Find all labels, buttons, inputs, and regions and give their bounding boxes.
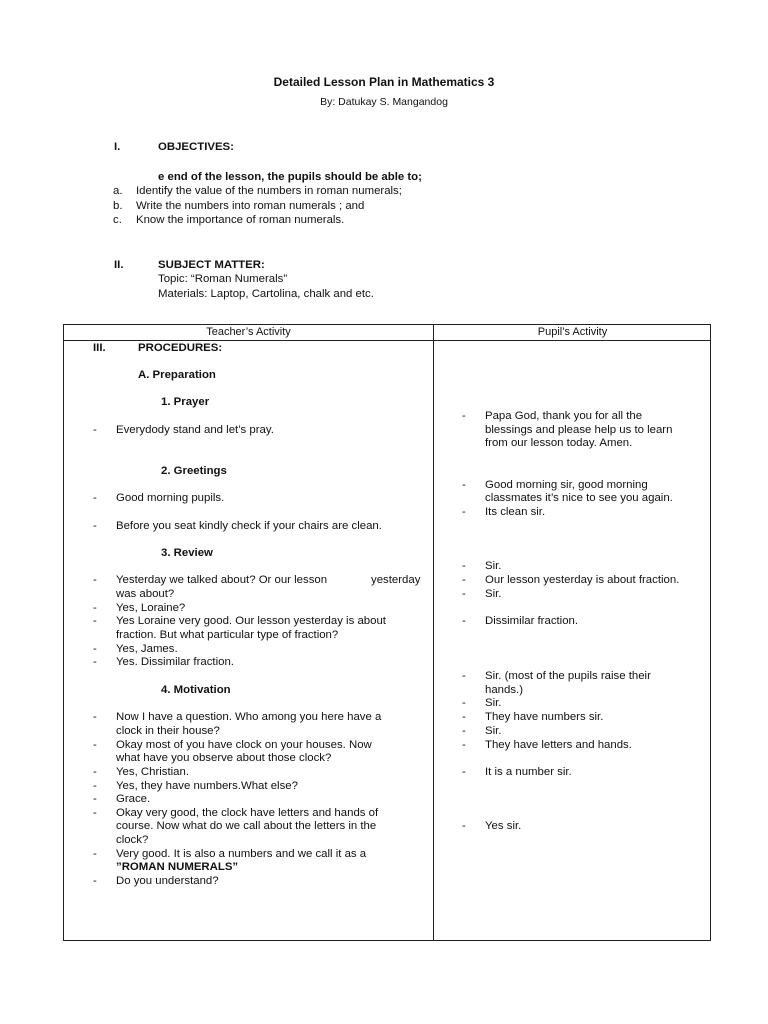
document-byline: By: Datukay S. Mangandog <box>320 96 448 108</box>
teacher-line: Very good. It is also a numbers and we call it as a <box>116 848 367 860</box>
teacher-activity-header: Teacher’s Activity <box>206 326 291 338</box>
objective-label-c: c. <box>113 214 122 226</box>
pupil-line: Yes sir. <box>485 820 522 832</box>
subject-matter-heading: SUBJECT MATTER: <box>158 259 265 271</box>
teacher-dash: - <box>93 656 97 668</box>
pupil-line: from our lesson today. Amen. <box>485 437 633 449</box>
objective-item-b: Write the numbers into roman numerals ; and <box>136 200 365 212</box>
pupil-line: They have letters and hands. <box>485 739 632 751</box>
motivation-heading: 4. Motivation <box>161 684 231 696</box>
pupil-line: It is a number sir. <box>485 766 572 778</box>
pupil-line: Sir. <box>485 560 502 572</box>
teacher-line: Everydody stand and let’s pray. <box>116 424 274 436</box>
greetings-heading: 2. Greetings <box>161 465 227 477</box>
subject-materials: Materials: Laptop, Cartolina, chalk and etc. <box>158 288 374 300</box>
document-title: Detailed Lesson Plan in Mathematics 3 <box>273 75 495 89</box>
pupil-dash: - <box>462 725 466 737</box>
pupil-dash: - <box>462 588 466 600</box>
teacher-dash: - <box>93 602 97 614</box>
review-heading: 3. Review <box>161 547 213 559</box>
subject-matter-number: II. <box>114 259 124 271</box>
teacher-dash: - <box>93 615 97 627</box>
teacher-line: Yes Loraine very good. Our lesson yesterday is about <box>116 615 386 627</box>
pupil-line: classmates it’s nice to see you again. <box>485 492 673 504</box>
teacher-line: Okay most of you have clock on your houses. Now <box>116 739 372 751</box>
teacher-line: Yesterday we talked about? Or our lesson <box>116 574 328 586</box>
procedures-heading: PROCEDURES: <box>138 342 223 354</box>
objective-label-a: a. <box>113 185 123 197</box>
pupil-line: Our lesson yesterday is about fraction. <box>485 574 680 586</box>
teacher-dash: - <box>93 807 97 819</box>
pupil-dash: - <box>462 574 466 586</box>
objectives-heading: OBJECTIVES: <box>158 141 234 153</box>
teacher-line: clock in their house? <box>116 725 220 737</box>
subject-topic: Topic: “Roman Numerals” <box>158 273 288 285</box>
teacher-line: Now I have a question. Who among you here have a <box>116 711 382 723</box>
teacher-dash: - <box>93 574 97 586</box>
objective-item-c: Know the importance of roman numerals. <box>136 214 345 226</box>
teacher-line: was about? <box>116 588 175 600</box>
pupil-activity-header: Pupil’s Activity <box>537 326 608 338</box>
teacher-dash: - <box>93 643 97 655</box>
pupil-line: They have numbers sir. <box>485 711 604 723</box>
table-column-divider <box>433 325 434 940</box>
teacher-line: Yes, Christian. <box>116 766 190 778</box>
pupil-line: hands.) <box>485 684 523 696</box>
pupil-dash: - <box>462 615 466 627</box>
teacher-line: Yes. Dissimilar fraction. <box>116 656 234 668</box>
teacher-dash: - <box>93 492 97 504</box>
teacher-line: Good morning pupils. <box>116 492 225 504</box>
teacher-dash: - <box>93 424 97 436</box>
teacher-dash: - <box>93 848 97 860</box>
table-header-divider <box>64 340 710 341</box>
teacher-dash: - <box>93 520 97 532</box>
teacher-dash: - <box>93 739 97 751</box>
pupil-dash: - <box>462 711 466 723</box>
teacher-line: Yes, James. <box>116 643 178 655</box>
pupil-dash: - <box>462 479 466 491</box>
objectives-intro: e end of the lesson, the pupils should be able to; <box>158 171 422 183</box>
teacher-line: clock? <box>116 834 149 846</box>
objective-label-b: b. <box>113 200 123 212</box>
objective-item-a: Identify the value of the numbers in roman numerals; <box>136 185 402 197</box>
pupil-line: Sir. <box>485 697 502 709</box>
pupil-dash: - <box>462 697 466 709</box>
pupil-dash: - <box>462 506 466 518</box>
teacher-line: what have you observe about those clock? <box>116 752 332 764</box>
teacher-line: Yes, Loraine? <box>116 602 186 614</box>
pupil-line: Sir. <box>485 588 502 600</box>
teacher-line: Yes, they have numbers.What else? <box>116 780 298 792</box>
pupil-dash: - <box>462 739 466 751</box>
teacher-line: course. Now what do we call about the letters in the <box>116 820 377 832</box>
teacher-line: Before you seat kindly check if your chairs are clean. <box>116 520 382 532</box>
teacher-dash: - <box>93 793 97 805</box>
pupil-line: Dissimilar fraction. <box>485 615 579 627</box>
teacher-dash: - <box>93 711 97 723</box>
pupil-dash: - <box>462 820 466 832</box>
pupil-dash: - <box>462 766 466 778</box>
pupil-line: Good morning sir, good morning <box>485 479 648 491</box>
objectives-number: I. <box>114 141 121 153</box>
pupil-dash: - <box>462 410 466 422</box>
pupil-line: blessings and please help us to learn <box>485 424 673 436</box>
teacher-dash: - <box>93 780 97 792</box>
teacher-line: Do you understand? <box>116 875 219 887</box>
teacher-dash: - <box>93 875 97 887</box>
pupil-dash: - <box>462 670 466 682</box>
pupil-line: Papa God, thank you for all the <box>485 410 643 422</box>
teacher-line: yesterday <box>371 574 421 586</box>
teacher-line: fraction. But what particular type of fraction? <box>116 629 339 641</box>
teacher-line: ”ROMAN NUMERALS” <box>116 861 239 873</box>
pupil-line: Its clean sir. <box>485 506 546 518</box>
prayer-heading: 1. Prayer <box>161 396 210 408</box>
pupil-line: Sir. <box>485 725 502 737</box>
teacher-line: Okay very good, the clock have letters and hands of <box>116 807 379 819</box>
teacher-line: Grace. <box>116 793 151 805</box>
preparation-heading: A. Preparation <box>138 369 216 381</box>
pupil-line: Sir. (most of the pupils raise their <box>485 670 651 682</box>
teacher-dash: - <box>93 766 97 778</box>
procedures-number: III. <box>93 342 106 354</box>
pupil-dash: - <box>462 560 466 572</box>
